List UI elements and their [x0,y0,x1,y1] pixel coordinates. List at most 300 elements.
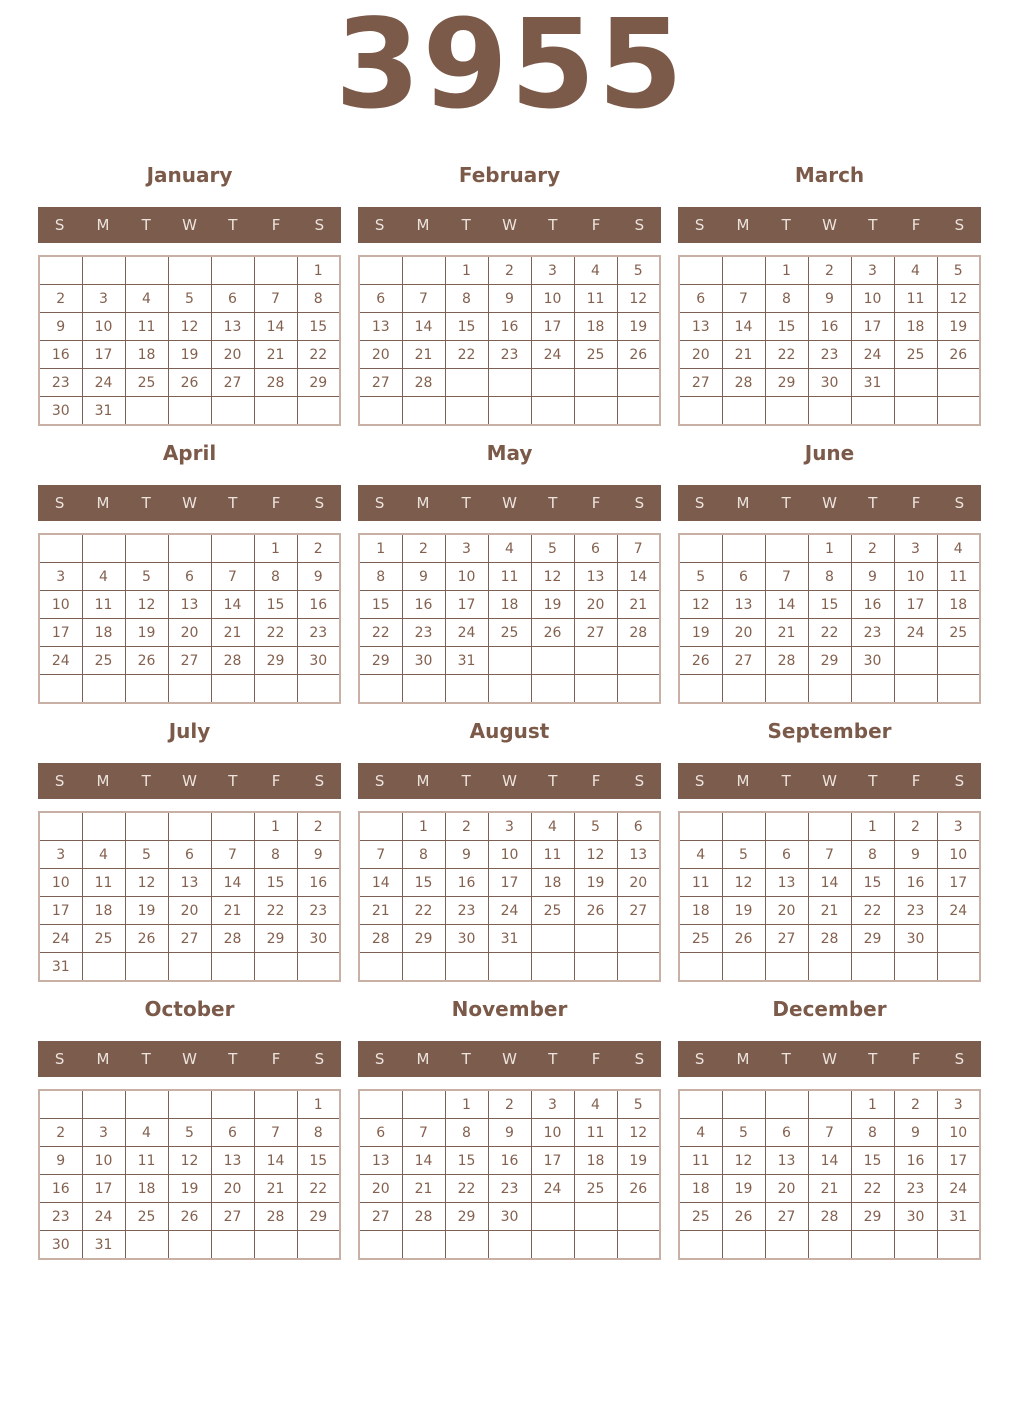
day-cell: 10 [488,841,531,869]
day-cell: 24 [82,1203,125,1231]
day-cell: 7 [211,563,254,591]
empty-day-cell [445,675,488,704]
empty-day-cell [39,812,82,841]
weekday-label: T [461,216,471,234]
empty-day-cell [359,397,402,426]
empty-day-cell [808,812,851,841]
day-cell: 11 [531,841,574,869]
day-cell: 5 [722,841,765,869]
months-grid [0,163,1020,1260]
weekday-label: S [374,494,385,512]
weekday-label: S [694,1050,705,1068]
day-cell: 24 [851,341,894,369]
week-row [679,369,980,397]
day-cell: 15 [445,313,488,341]
day-cell: 7 [211,841,254,869]
week-row [679,1203,980,1231]
weekday-label: F [911,1050,921,1068]
weekday-label: T [141,772,151,790]
day-cell: 20 [617,869,660,897]
day-cell: 31 [851,369,894,397]
day-cell: 18 [531,869,574,897]
empty-day-cell [168,1090,211,1119]
week-row [679,313,980,341]
empty-day-cell [679,953,722,982]
empty-day-cell [445,397,488,426]
day-cell: 30 [297,647,340,675]
empty-day-cell [679,675,722,704]
week-row [359,285,660,313]
weekday-label: S [54,1050,65,1068]
empty-day-cell [574,953,617,982]
day-cell: 6 [359,285,402,313]
weekday-label: M [96,1050,110,1068]
empty-day-cell [574,675,617,704]
weekday-label: F [911,216,921,234]
weekday-label: W [502,216,517,234]
empty-day-cell [488,647,531,675]
week-row [359,647,660,675]
week-row [39,256,340,285]
day-cell: 3 [937,812,980,841]
week-row [679,1175,980,1203]
empty-day-cell [211,397,254,426]
empty-day-cell [894,647,937,675]
day-cell: 23 [402,619,445,647]
weekday-label: F [271,1050,281,1068]
weekday-header-bar [358,1041,661,1077]
weekday-header-bar [358,485,661,521]
weekday-label: F [911,772,921,790]
empty-day-cell [617,1231,660,1260]
day-cell: 15 [808,591,851,619]
weekday-label: S [694,494,705,512]
empty-day-cell [254,397,297,426]
month-title: June [804,441,855,465]
day-cell: 12 [937,285,980,313]
weekday-label: F [591,772,601,790]
empty-day-cell [765,1090,808,1119]
day-cell: 2 [297,534,340,563]
day-cell: 11 [488,563,531,591]
empty-day-cell [808,953,851,982]
week-row [39,953,340,982]
day-cell: 7 [402,1119,445,1147]
day-cell: 25 [679,1203,722,1231]
week-row [39,285,340,313]
day-cell: 19 [937,313,980,341]
month-december [678,997,981,1260]
day-cell: 29 [808,647,851,675]
empty-day-cell [359,1231,402,1260]
day-cell: 13 [359,313,402,341]
week-row [39,619,340,647]
month-title: September [767,719,892,743]
day-cell: 11 [574,1119,617,1147]
day-cell: 16 [39,341,82,369]
day-cell: 1 [851,1090,894,1119]
empty-day-cell [402,1231,445,1260]
month-title: July [168,719,211,743]
day-cell: 4 [125,1119,168,1147]
day-cell: 28 [765,647,808,675]
day-cell: 2 [808,256,851,285]
day-cell: 12 [722,1147,765,1175]
week-row [359,841,660,869]
day-cell: 15 [359,591,402,619]
day-cell: 17 [488,869,531,897]
week-row [679,256,980,285]
day-cell: 14 [211,869,254,897]
day-cell: 28 [211,647,254,675]
weekday-label: M [736,1050,750,1068]
day-cell: 9 [297,841,340,869]
day-cell: 22 [402,897,445,925]
day-cell: 6 [765,1119,808,1147]
day-cell: 2 [39,1119,82,1147]
day-cell: 20 [359,341,402,369]
empty-day-cell [765,812,808,841]
month-title: November [451,997,568,1021]
weekday-label: W [182,216,197,234]
day-cell: 15 [254,869,297,897]
weekday-label: S [954,216,965,234]
empty-day-cell [531,675,574,704]
weekday-label: T [781,772,791,790]
day-cell: 27 [211,369,254,397]
day-cell: 6 [211,285,254,313]
day-cell: 12 [168,313,211,341]
days-grid [358,255,661,426]
day-cell: 9 [297,563,340,591]
day-cell: 16 [488,313,531,341]
empty-day-cell [679,812,722,841]
day-cell: 25 [937,619,980,647]
week-row [359,563,660,591]
empty-day-cell [254,1231,297,1260]
day-cell: 5 [574,812,617,841]
day-cell: 19 [722,1175,765,1203]
day-cell: 15 [297,313,340,341]
day-cell: 31 [82,1231,125,1260]
empty-day-cell [125,534,168,563]
day-cell: 10 [937,1119,980,1147]
day-cell: 13 [359,1147,402,1175]
empty-day-cell [297,953,340,982]
week-row [39,369,340,397]
empty-day-cell [679,1231,722,1260]
month-title: January [146,163,233,187]
day-cell: 31 [937,1203,980,1231]
day-cell: 7 [722,285,765,313]
day-cell: 19 [617,1147,660,1175]
empty-day-cell [679,397,722,426]
day-cell: 11 [679,1147,722,1175]
day-cell: 28 [254,1203,297,1231]
day-cell: 5 [125,841,168,869]
weekday-label: S [694,216,705,234]
day-cell: 13 [679,313,722,341]
month-title: October [144,997,235,1021]
empty-day-cell [297,675,340,704]
empty-day-cell [894,675,937,704]
weekday-header-bar [38,763,341,799]
empty-day-cell [531,1203,574,1231]
day-cell: 16 [297,869,340,897]
day-cell: 2 [894,1090,937,1119]
day-cell: 27 [765,925,808,953]
day-cell: 22 [254,897,297,925]
weekday-header-bar [358,763,661,799]
empty-day-cell [722,1231,765,1260]
empty-day-cell [39,534,82,563]
day-cell: 26 [168,369,211,397]
weekday-label: M [736,494,750,512]
weekday-label: W [822,494,837,512]
year-heading: 3955 [334,0,686,137]
week-row [359,1231,660,1260]
day-cell: 2 [488,1090,531,1119]
weekday-label: T [548,1050,558,1068]
weekday-label: M [416,216,430,234]
day-cell: 12 [617,285,660,313]
week-row [679,285,980,313]
day-cell: 17 [531,1147,574,1175]
weekday-label: M [416,772,430,790]
week-row [679,1231,980,1260]
day-cell: 28 [359,925,402,953]
day-cell: 21 [359,897,402,925]
empty-day-cell [359,1090,402,1119]
day-cell: 16 [894,1147,937,1175]
empty-day-cell [488,369,531,397]
days-grid [358,811,661,982]
day-cell: 6 [168,841,211,869]
day-cell: 22 [254,619,297,647]
weekday-header-bar [38,1041,341,1077]
day-cell: 9 [894,1119,937,1147]
day-cell: 17 [39,619,82,647]
weekday-label: W [502,494,517,512]
empty-day-cell [894,953,937,982]
week-row [359,1203,660,1231]
empty-day-cell [402,397,445,426]
day-cell: 8 [445,1119,488,1147]
day-cell: 25 [82,647,125,675]
day-cell: 1 [359,534,402,563]
weekday-label: S [634,1050,645,1068]
day-cell: 25 [488,619,531,647]
month-november [358,997,661,1260]
day-cell: 18 [82,897,125,925]
weekday-label: M [736,216,750,234]
day-cell: 12 [574,841,617,869]
week-row [359,313,660,341]
day-cell: 1 [297,1090,340,1119]
empty-day-cell [82,675,125,704]
day-cell: 23 [808,341,851,369]
day-cell: 2 [894,812,937,841]
weekday-label: T [461,494,471,512]
weekday-label: T [141,216,151,234]
week-row [39,591,340,619]
weekday-label: F [591,494,601,512]
weekday-label: S [374,772,385,790]
weekday-label: T [868,772,878,790]
day-cell: 31 [39,953,82,982]
weekday-label: F [271,772,281,790]
day-cell: 25 [531,897,574,925]
week-row [679,953,980,982]
weekday-label: S [374,216,385,234]
empty-day-cell [679,1090,722,1119]
week-row [39,812,340,841]
day-cell: 18 [488,591,531,619]
day-cell: 9 [488,1119,531,1147]
day-cell: 26 [617,1175,660,1203]
day-cell: 8 [297,285,340,313]
day-cell: 21 [808,1175,851,1203]
days-grid [678,533,981,704]
day-cell: 14 [359,869,402,897]
empty-day-cell [211,953,254,982]
day-cell: 8 [851,841,894,869]
day-cell: 21 [254,341,297,369]
day-cell: 8 [359,563,402,591]
empty-day-cell [402,1090,445,1119]
empty-day-cell [531,397,574,426]
day-cell: 21 [211,897,254,925]
weekday-label: M [416,494,430,512]
day-cell: 24 [531,341,574,369]
day-cell: 14 [722,313,765,341]
month-title: May [486,441,533,465]
week-row [679,647,980,675]
day-cell: 3 [531,256,574,285]
empty-day-cell [254,953,297,982]
day-cell: 19 [168,1175,211,1203]
day-cell: 26 [722,1203,765,1231]
empty-day-cell [722,1090,765,1119]
day-cell: 1 [851,812,894,841]
empty-day-cell [531,647,574,675]
day-cell: 28 [402,1203,445,1231]
empty-day-cell [402,953,445,982]
day-cell: 9 [39,1147,82,1175]
day-cell: 18 [574,1147,617,1175]
day-cell: 30 [851,647,894,675]
day-cell: 1 [445,256,488,285]
day-cell: 7 [765,563,808,591]
day-cell: 24 [82,369,125,397]
day-cell: 14 [808,1147,851,1175]
week-row [679,925,980,953]
day-cell: 11 [937,563,980,591]
day-cell: 4 [937,534,980,563]
empty-day-cell [679,256,722,285]
weekday-label: S [314,772,325,790]
day-cell: 3 [937,1090,980,1119]
day-cell: 24 [39,925,82,953]
month-june [678,441,981,704]
empty-day-cell [125,953,168,982]
weekday-label: W [822,216,837,234]
empty-day-cell [359,953,402,982]
day-cell: 12 [722,869,765,897]
weekday-label: F [591,1050,601,1068]
day-cell: 6 [359,1119,402,1147]
empty-day-cell [402,256,445,285]
empty-day-cell [722,812,765,841]
days-grid [358,533,661,704]
day-cell: 31 [488,925,531,953]
days-grid [38,1089,341,1260]
day-cell: 2 [488,256,531,285]
day-cell: 17 [39,897,82,925]
empty-day-cell [722,534,765,563]
week-row [359,1147,660,1175]
weekday-header-bar [678,207,981,243]
week-row [39,563,340,591]
day-cell: 9 [808,285,851,313]
week-row [359,1090,660,1119]
day-cell: 12 [531,563,574,591]
empty-day-cell [168,812,211,841]
week-row [679,591,980,619]
day-cell: 19 [574,869,617,897]
day-cell: 7 [254,1119,297,1147]
day-cell: 5 [679,563,722,591]
day-cell: 23 [39,1203,82,1231]
day-cell: 25 [679,925,722,953]
weekday-label: M [96,772,110,790]
day-cell: 21 [722,341,765,369]
week-row [359,869,660,897]
day-cell: 20 [722,619,765,647]
day-cell: 11 [574,285,617,313]
day-cell: 13 [211,313,254,341]
week-row [39,897,340,925]
day-cell: 3 [39,563,82,591]
week-row [359,256,660,285]
day-cell: 4 [488,534,531,563]
empty-day-cell [445,953,488,982]
week-row [39,1147,340,1175]
day-cell: 31 [445,647,488,675]
day-cell: 7 [808,1119,851,1147]
empty-day-cell [168,397,211,426]
empty-day-cell [765,534,808,563]
day-cell: 13 [765,869,808,897]
day-cell: 15 [765,313,808,341]
weekday-label: F [271,494,281,512]
empty-day-cell [851,1231,894,1260]
day-cell: 23 [894,1175,937,1203]
week-row [359,675,660,704]
day-cell: 9 [402,563,445,591]
day-cell: 9 [39,313,82,341]
empty-day-cell [574,369,617,397]
empty-day-cell [937,369,980,397]
empty-day-cell [851,953,894,982]
day-cell: 20 [765,1175,808,1203]
day-cell: 19 [722,897,765,925]
day-cell: 29 [765,369,808,397]
day-cell: 13 [168,591,211,619]
day-cell: 9 [445,841,488,869]
empty-day-cell [39,1090,82,1119]
day-cell: 1 [254,534,297,563]
